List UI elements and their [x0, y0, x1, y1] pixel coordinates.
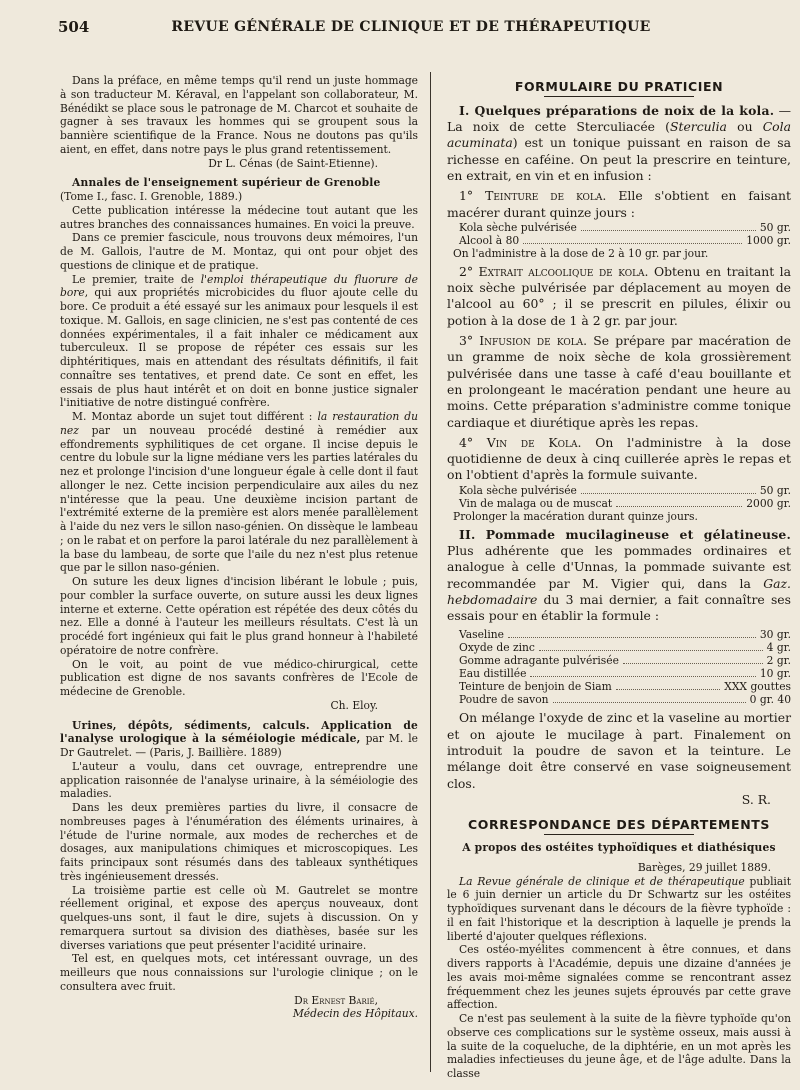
text-run: , qui aux propriétés microbicides du fluor ajoute celle du bore. Ce produit a été essayé sur les animaux pour lesquels il est toxique. M. Gallois, en sage clinicien, ne s'est pas contenté de ces données expérimentales, il a fait inhaler ce médicament aux tuberculeux. Il se propose de répéter ces essais sur les diphtéritiques, mais en attendant des résultats définitifs, il fait connaître ses tentatives, et prend date. Ce sont en effet, les essais de plus haut intérêt et on doit en bonne justice signaler l'initiative de notre distingué confrère. — [60, 286, 418, 410]
article-dateline: Barèges, 29 juillet 1889. — [637, 860, 771, 874]
signature: Dr L. Cénas (de Saint-Etienne). — [208, 156, 378, 170]
italic-run: la restauration du nez — [60, 410, 418, 437]
italic-run: Cola acuminata — [447, 119, 791, 151]
recipe-line — [447, 484, 791, 497]
text-run: ou — [726, 119, 763, 135]
paragraph: Ces ostéo-myélites commencent à être connues, et dans divers rapports à l'Académie, depuis une dizaine d'années je les avais moi-même signalées comme se rencontrant assez fréquemment chez les jeunes sujets éprouvés par cette grave affection. — [447, 943, 791, 1012]
paragraph: L'auteur a voulu, dans cet ouvrage, entreprendre une application raisonnée de l'analyse urinaire, à la séméiologie des maladies. — [60, 759, 418, 801]
paragraph: On le voit, au point de vue médico-chirurgical, cette publication est digne de nos savants confrères de l'Ecole de médecine de Grenoble. — [60, 657, 418, 698]
quantity: 4 gr. — [766, 641, 791, 655]
formula-title: I. Quelques préparations de noix de la kola. — [459, 102, 775, 118]
signature: S. R. — [741, 791, 771, 807]
ingredient: Teinture de benjoin de Siam — [459, 680, 612, 694]
section-rule — [544, 96, 694, 97]
text-run: Plus adhérente que les pommades ordinaires et analogue à celle d'Unnas, la pommade suivante est recommandée par M. Vigier qui, dans la — [447, 542, 791, 591]
quantity: 50 gr. — [759, 220, 791, 234]
paragraph: Dans ce premier fascicule, nous trouvons deux mémoires, l'un de M. Gallois, l'autre de M. Montaz, qui ont pour objet des questions de clinique et de pratique. — [60, 231, 418, 272]
paragraph — [447, 875, 791, 944]
quantity: 10 gr. — [759, 667, 791, 681]
section-rule — [544, 834, 694, 835]
text-run: Le premier, traite de — [72, 272, 201, 286]
quantity: 30 gr. — [759, 628, 791, 642]
review-reference: (Tome I., fasc. I. Grenoble, 1889.) — [60, 190, 243, 203]
quantity: 2 gr. — [766, 654, 791, 668]
paragraph — [447, 103, 791, 184]
signature: Dr Ernest Barié, — [294, 993, 378, 1007]
text-run: ) est un tonique puissant en raison de sa richesse en caféine. On peut la prescrire en teinture, en extrait, en vin et en infusion : — [447, 135, 791, 183]
paragraph: Ce n'est pas seulement à la suite de la fièvre typhoïde qu'on observe ces complications sur le système osseux, mais aussi à la suite de la coqueluche, de la diphtérie, en un mot après les maladies infectieuses du jeune âge, et de l'âge adulte. Dans la classe — [447, 1012, 791, 1080]
column-divider — [430, 72, 431, 1072]
paragraph — [447, 527, 791, 625]
recipe-line — [447, 497, 791, 510]
section-heading-formulaire: FORMULAIRE DU PRATICIEN — [514, 79, 724, 94]
text-run: On l'administre à la dose quotidienne de deux à cinq cuillerée après le repas et on l'obtient d'après la formule suivante. — [447, 434, 792, 483]
recipe-line — [447, 693, 791, 706]
paragraph — [447, 333, 791, 431]
recipe-heading: 3° Infusion de kola. — [459, 333, 588, 349]
paragraph: Cette publication intéresse la médecine tout autant que les autres branches des connaissances humaines. En voici la preuve. — [60, 203, 418, 231]
paragraph — [60, 410, 418, 575]
signature-subtitle — [60, 1007, 418, 1021]
review-title: Urines, dépôts, sédiments, calculs. Application de l'analyse urologique à la séméiologie médicale, — [60, 718, 418, 746]
formula-title: II. Pommade mucilagineuse et gélatineuse. — [459, 526, 791, 542]
signature: Ch. Eloy. — [330, 698, 378, 712]
section-heading-correspondance: CORRESPONDANCE DES DÉPARTEMENTS — [468, 817, 770, 833]
paragraph — [447, 188, 791, 221]
text-run: Elle s'obtient en faisant macérer durant quinze jours : — [447, 188, 791, 220]
ingredient: Eau distillée — [459, 667, 527, 681]
article-subheading: A propos des ostéites typhoïdiques et diathésiques — [462, 841, 776, 854]
recipe-note: On l'administre à la dose de 2 à 10 gr. par jour. — [453, 246, 709, 260]
paragraph — [60, 273, 418, 411]
recipe-heading: 4° Vin de Kola. — [459, 434, 582, 450]
leader-dots — [508, 628, 756, 638]
ingredient: Poudre de savon — [459, 693, 549, 707]
italic-run: Gaz. hebdomadaire — [447, 575, 791, 607]
recipe-line — [447, 628, 791, 641]
leader-dots — [616, 680, 720, 690]
leader-dots — [623, 654, 763, 664]
text-run: Se prépare par macération de un gramme de noix sèche de kola grossièrement pulvérisée dans une tasse à café d'eau bouillante et en prolongeant le macération pendant une heure au moins. Cette préparation s'administre comme tonique cardiaque et diurétique après les repas. — [447, 333, 791, 430]
recipe-line — [447, 234, 791, 247]
text-run: — La noix de cette Sterculiacée ( — [447, 102, 791, 135]
text-run: par un nouveau procédé destiné à remédier aux effondrements syphilitiques de cet organe. Il incise depuis le centre du lobule sur la ligne médiane vers les parties latérales du nez et prolonge l'incision d'une longueur égale à celle dont il faut allonger le nez. Cette incision perpendiculaire aux ailes du nez n'intéresse que la peau. Une deuxième incision partant de l'extrémité externe de la première est alors menée parallèlement à l'aide du nez vers le sillon naso-génien. On dissèque le lambeau ; on le rabat et on perfore la paroi latérale du nez parallèlement à la base du lambeau, de sorte que l'aile du nez n'est plus retenue que par le sillon naso-génien. — [60, 423, 418, 575]
review-title: Annales de l'enseignement supérieur de Grenoble — [72, 176, 381, 190]
page-header — [58, 18, 764, 38]
leader-dots — [553, 693, 746, 703]
recipe-line — [447, 221, 791, 234]
text-run: publiait le 6 juin dernier un article du Dr Schwartz sur les ostéites typhoïdiques survenant dans le décours de la fièvre typhoïde : il en fait l'historique et la description à laquelle je prends la liberté d'ajouter quelques réflexions. — [447, 874, 791, 943]
ingredient: Alcool à 80 — [459, 233, 520, 247]
right-column — [447, 74, 791, 1081]
italic-run: l'emploi thérapeutique du fluorure de bore — [60, 272, 418, 300]
leader-dots — [581, 221, 756, 231]
paragraph: On mélange l'oxyde de zinc et la vaseline au mortier et on ajoute le mucilage à part. Finalement on introduit la poudre de savon et la teinture. Le mélange doit être conservé en vase soigneusement clos. — [447, 710, 791, 791]
ingredient: Oxyde de zinc — [459, 641, 535, 655]
recipe-line — [447, 641, 791, 654]
review-heading — [60, 719, 418, 760]
paragraph: Dans les deux premières parties du livre, il consacre de nombreuses pages à l'énumération des éléments urinaires, à l'étude de l'urine normale, aux modes de recherches et de dosages, aux manipulations chimiques et microscopiques. Les faits principaux sont résumés dans des tableaux synthétiques très ingénieusement dressés. — [60, 801, 418, 883]
recipe-heading: 1° Teinture de kola. — [459, 188, 607, 204]
leader-dots — [539, 641, 763, 651]
ingredient: Gomme adragante pulvérisée — [459, 654, 619, 668]
paragraph — [447, 264, 791, 329]
leader-dots — [581, 484, 756, 494]
paragraph: La troisième partie est celle où M. Gautrelet se montre réellement original, et expose des aperçus nouveaux, dont quelques-uns sont, il faut le dire, sujets à discussion. On y remarquera surtout sa division des diathèses, basée sur les diverses variations que peut présenter l'acidité urinaire. — [60, 883, 418, 952]
ingredient: Vaseline — [459, 628, 504, 642]
leader-dots — [523, 234, 742, 244]
recipe-line — [447, 654, 791, 667]
quantity: 0 gr. 40 — [749, 693, 791, 707]
paragraph — [447, 435, 791, 484]
italic-run: Médecin des Hôpitaux. — [292, 1007, 418, 1021]
recipe-line — [447, 680, 791, 693]
text-run: du 3 mai dernier, a fait connaître ses essais pour en établir la formule : — [447, 591, 791, 624]
recipe-heading: 2° Extrait alcoolique de kola. — [459, 263, 649, 279]
paragraph: Tel est, en quelques mots, cet intéressant ouvrage, un des meilleurs que nous connaissions sur l'urologie clinique ; on le consultera avec fruit. — [60, 952, 418, 993]
text-run: M. Montaz aborde un sujet tout différent : — [72, 410, 318, 423]
text-run: Obtenu en traitant la noix sèche pulvérisée par déplacement au moyen de l'alcool au 60° ; il se prescrit en pilules, élixir ou potion à la dose de 1 à 2 gr. par jour. — [447, 263, 791, 328]
left-column — [60, 74, 418, 1021]
ingredient: Kola sèche pulvérisée — [459, 483, 577, 497]
page-number: 504 — [58, 18, 90, 36]
italic-run: Sterculia — [669, 119, 727, 135]
ingredient: Kola sèche pulvérisée — [459, 220, 577, 234]
paragraph: Dans la préface, en même temps qu'il rend un juste hommage à son traducteur M. Kéraval, en l'appelant son collaborateur, M. Bénédikt se place sous le patronage de M. Charcot et souhaite de gagner à ses travaux les hommes qui se groupent sous la bannière scientifique de la France. Nous ne doutons pas qu'ils aient, en effet, dans notre pays le plus grand retentissement. — [60, 74, 418, 156]
quantity: 2000 gr. — [746, 496, 791, 510]
paragraph: On suture les deux lignes d'incision libérant le lobule ; puis, pour combler la surface ouverte, on suture aussi les deux lignes interne et externe. Cette opération est répétée des deux côtés du nez. Elle a donné à l'auteur les meilleurs résultats. C'est là un procédé fort ingénieux qui fait le plus grand honneur à l'habileté opératoire de notre confrère. — [60, 575, 418, 657]
recipe-note: Prolonger la macération durant quinze jours. — [453, 509, 698, 523]
recipe-line — [447, 667, 791, 680]
quantity: 1000 gr. — [746, 233, 791, 247]
journal-title: REVUE GÉNÉRALE DE CLINIQUE ET DE THÉRAPEUTIQUE — [171, 19, 651, 35]
leader-dots — [530, 667, 755, 677]
quantity: XXX gouttes — [724, 680, 791, 694]
review-heading — [60, 176, 418, 190]
review-author: par M. le Dr Gautrelet. — (Paris, J. Baillière. 1889) — [60, 732, 418, 759]
leader-dots — [616, 497, 742, 507]
ingredient: Vin de malaga ou de muscat — [459, 496, 613, 510]
italic-run: La Revue générale de clinique et de thérapeutique — [459, 874, 745, 888]
quantity: 50 gr. — [759, 483, 791, 497]
